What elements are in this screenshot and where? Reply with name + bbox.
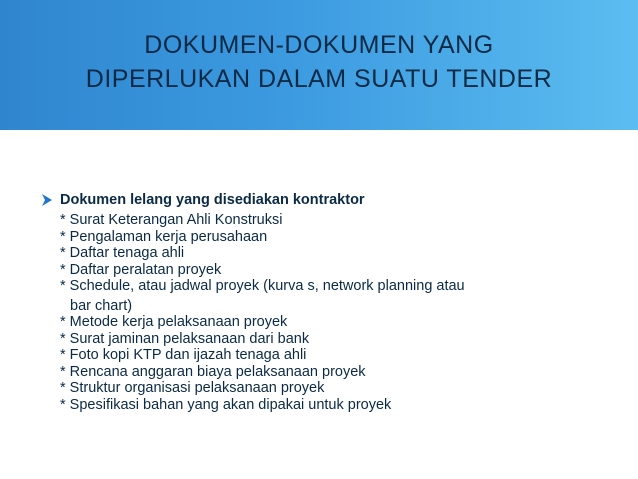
list-item: * Daftar peralatan proyek — [60, 261, 222, 278]
title-line-1: DOKUMEN-DOKUMEN YANG — [144, 31, 494, 59]
list-item: * Foto kopi KTP dan ijazah tenaga ahli — [60, 347, 307, 363]
page-title — [0, 28, 638, 96]
arrow-bullet-icon — [40, 192, 54, 208]
document-list — [60, 212, 620, 413]
list-item: * Struktur organisasi pelaksanaan proyek — [60, 380, 325, 396]
title-line-2: DIPERLUKAN DALAM SUATU TENDER — [85, 65, 553, 93]
bullet-row — [40, 190, 620, 210]
list-item-text: * Schedule, atau jadwal proyek (kurva s, network planning atau — [60, 278, 465, 294]
list-item — [60, 278, 560, 314]
list-item: * Surat Keterangan Ahli Konstruksi — [60, 212, 283, 228]
list-item: * Spesifikasi bahan yang akan dipakai untuk proyek — [60, 396, 392, 413]
list-item: * Surat jaminan pelaksanaan dari bank — [60, 330, 310, 347]
list-item: * Pengalaman kerja perusahaan — [60, 228, 268, 245]
slide-content — [40, 190, 620, 413]
list-item: * Rencana anggaran biaya pelaksanaan proyek — [60, 363, 366, 380]
list-item-continuation: bar chart) — [70, 297, 133, 314]
list-item: * Metode kerja pelaksanaan proyek — [60, 314, 288, 330]
list-item: * Daftar tenaga ahli — [60, 245, 185, 261]
bullet-text: Dokumen lelang yang disediakan kontraktor — [60, 192, 365, 208]
